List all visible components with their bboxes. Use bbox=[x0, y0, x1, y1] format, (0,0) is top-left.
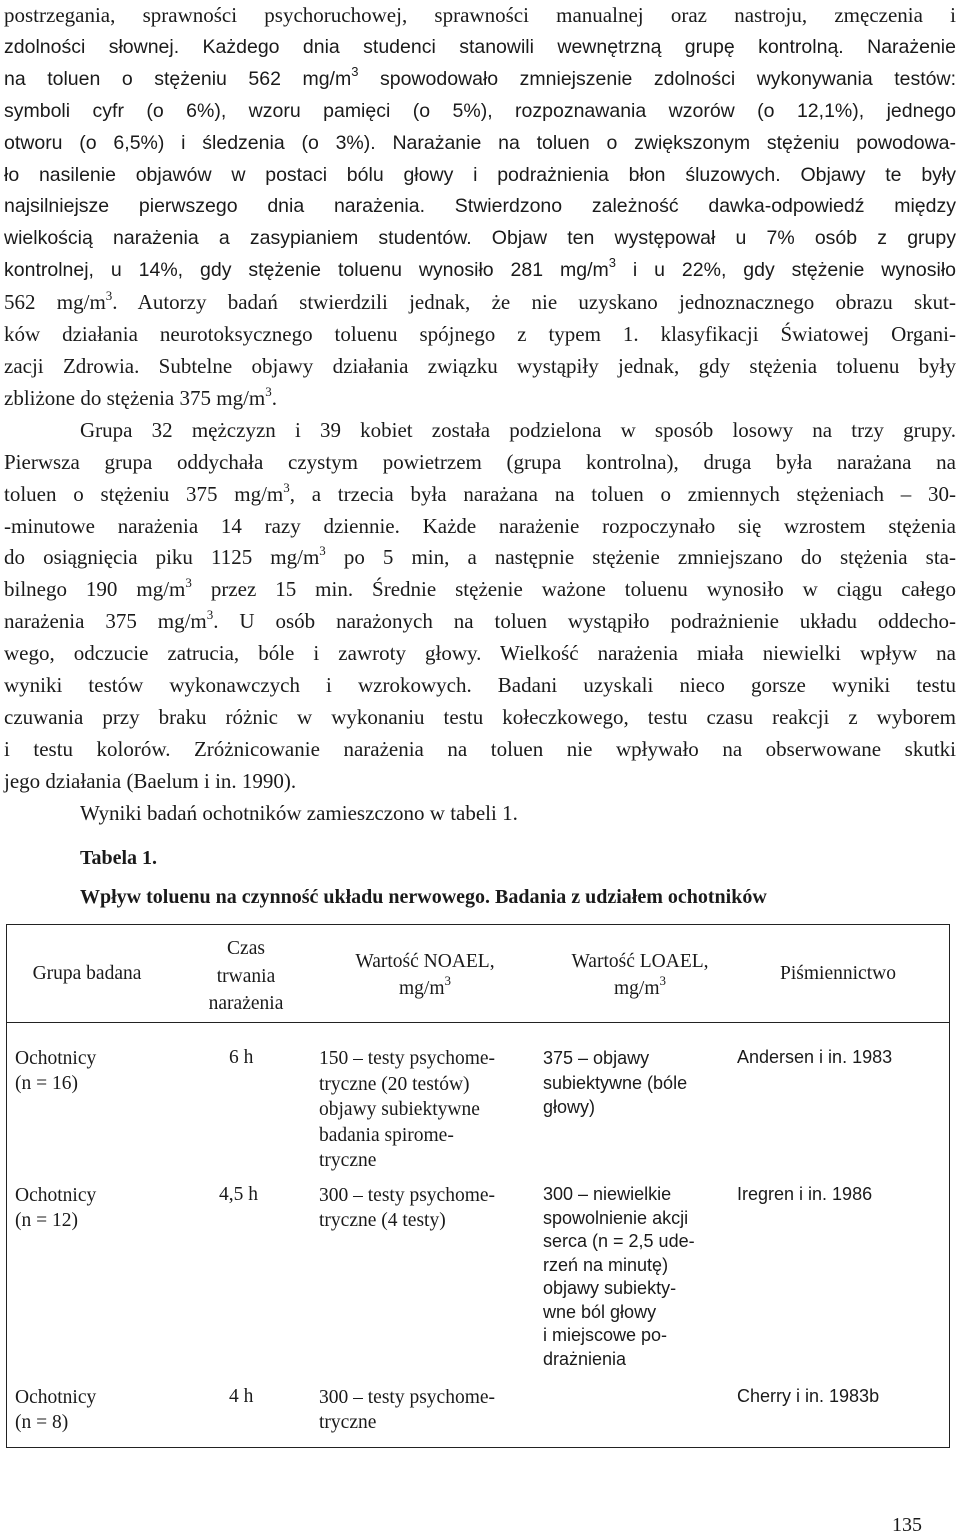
text-line bbox=[4, 223, 956, 255]
text-line-part: czuwania przy braku różnic w wykonaniu testu kołeczkowego, testu czasu reakcji z wyborem bbox=[4, 704, 956, 729]
superscript: 3 bbox=[283, 479, 290, 495]
text-line bbox=[4, 128, 956, 160]
text-line bbox=[4, 32, 956, 64]
header-noael-sup: 3 bbox=[444, 973, 451, 988]
row3-time: 4 h bbox=[229, 1386, 254, 1407]
text-line bbox=[4, 383, 956, 415]
text-line bbox=[4, 542, 956, 574]
header-loael-sup: 3 bbox=[659, 973, 666, 988]
row1-group: Ochotnicy (n = 16) bbox=[15, 1048, 97, 1094]
body-text bbox=[4, 0, 956, 830]
text-line bbox=[4, 798, 956, 830]
text-line bbox=[4, 511, 956, 543]
header-loael bbox=[535, 948, 745, 1002]
text-line bbox=[4, 447, 956, 479]
text-line-part: ło nasilenie objawów w postaci bólu głowy i podrażnienia błon śluzowych. Objawy te były bbox=[4, 163, 956, 186]
row2-loael: 300 – niewielkie spowolnienie akcji serca (n = 2,5 ude- rzeń na minutę) objawy subiekty- wne ból głowy i miejscowe po- drażnienia bbox=[543, 1184, 695, 1369]
text-line-part: zdolności słownej. Każdego dnia studenci stanowili wewnętrzną grupę kontrolną. Narażenie bbox=[4, 35, 956, 58]
text-line bbox=[4, 255, 956, 287]
row2-time: 4,5 h bbox=[219, 1184, 258, 1205]
superscript: 3 bbox=[206, 607, 214, 623]
text-line-part: narażenia 375 mg/m bbox=[4, 609, 207, 634]
text-line bbox=[4, 670, 956, 702]
text-line bbox=[4, 96, 956, 128]
text-line bbox=[4, 734, 956, 766]
text-line-part: przez 15 min. Średnie stężenie ważone toluenu wynosiło w ciągu całego bbox=[191, 577, 956, 602]
row2-group: Ochotnicy (n = 12) bbox=[15, 1185, 97, 1231]
text-line-part: . bbox=[271, 385, 278, 410]
text-line-part: jego działania (Baelum i in. 1990). bbox=[4, 768, 297, 793]
header-loael-text: Wartość LOAEL, mg/m bbox=[571, 951, 709, 999]
text-line-part: -minutowe narażenia 14 razy dziennie. Każde narażenie rozpoczynało się wzrostem stężenia bbox=[4, 513, 956, 538]
header-time: Czas trwania narażenia bbox=[208, 938, 284, 1014]
text-line bbox=[4, 64, 956, 96]
text-line-part: Pierwsza grupa oddychała czystym powietrzem (grupa kontrolna), druga była narażana na bbox=[4, 449, 956, 474]
text-line-part: i testu kolorów. Zróżnicowanie narażenia na toluen nie wpływało na obserwowane skutki bbox=[4, 736, 956, 761]
text-line-part: wielkością narażenia a zasypianiem studentów. Objaw ten występował u 7% osób z grupy bbox=[4, 227, 956, 250]
text-line bbox=[4, 287, 956, 319]
text-line-part: do osiągnięcia piku 1125 mg/m bbox=[4, 545, 320, 570]
text-line bbox=[4, 479, 956, 511]
text-line bbox=[4, 702, 956, 734]
text-line-part: 562 mg/m bbox=[4, 290, 106, 315]
table-number: Tabela 1. bbox=[80, 847, 158, 869]
text-line-part: toluen o stężeniu 375 mg/m bbox=[4, 481, 284, 506]
superscript: 3 bbox=[351, 63, 359, 79]
text-line-part: . Autorzy badań stwierdzili jednak, że nie uzyskano jednoznacznego obrazu skut- bbox=[112, 290, 956, 315]
text-line-part: spowodowało zmniejszenie zdolności wykonywania testów: bbox=[358, 67, 956, 90]
text-line bbox=[4, 191, 956, 223]
table-title: Wpływ toluenu na czynność układu nerwowego. Badania z udziałem ochotników bbox=[80, 886, 767, 908]
results-table bbox=[6, 924, 950, 1448]
text-line-part: ków działania neurotoksycznego toluenu spójnego z typem 1. klasyfikacji Światowej Organi- bbox=[4, 322, 956, 347]
superscript: 3 bbox=[265, 383, 272, 399]
text-line-part: najsilniejsze pierwszego dnia narażenia. Stwierdzono zależność dawka-odpowiedź między bbox=[4, 195, 956, 218]
superscript: 3 bbox=[105, 288, 113, 304]
text-line-part: . U osób narażonych na toluen wystąpiło podrażnienie układu oddecho- bbox=[213, 609, 957, 634]
row3-ref: Cherry i in. 1983b bbox=[737, 1386, 880, 1406]
row2-noael: 300 – testy psychome- tryczne (4 testy) bbox=[319, 1185, 496, 1231]
text-line-part: zbliżone do stężenia 375 mg/m bbox=[4, 385, 266, 410]
text-line bbox=[4, 606, 956, 638]
row1-noael: 150 – testy psychome- tryczne (20 testów) objawy subiektywne badania spirome- tryczne bbox=[319, 1048, 496, 1171]
text-line bbox=[4, 766, 956, 798]
text-line-part: bilnego 190 mg/m bbox=[4, 577, 186, 602]
text-line-part: Wyniki badań ochotników zamieszczono w tabeli 1. bbox=[80, 800, 518, 825]
text-line bbox=[4, 160, 956, 192]
text-line-part: kontrolnej, u 14%, gdy stężenie toluenu wynosiło 281 mg/m bbox=[4, 259, 609, 282]
text-line-part: wego, odczucie zatrucia, bóle i zawroty głowy. Wielkość narażenia miała niewielki wpływ na bbox=[4, 641, 956, 666]
header-group: Grupa badana bbox=[32, 963, 142, 984]
text-line bbox=[4, 319, 956, 351]
row1-time: 6 h bbox=[229, 1047, 254, 1068]
text-line-part: zacji Zdrowia. Subtelne objawy działania związku wystąpiły jednak, gdy stężenia toluenu były bbox=[4, 353, 956, 378]
text-line-part: wyniki testów wykonawczych i wzrokowych. Badani uzyskali nieco gorsze wyniki testu bbox=[4, 673, 956, 698]
row2-ref: Iregren i in. 1986 bbox=[737, 1184, 873, 1204]
text-line bbox=[4, 351, 956, 383]
superscript: 3 bbox=[608, 255, 616, 271]
text-line-part: otworu (o 6,5%) i śledzenia (o 3%). Narażanie na toluen o zwiększonym stężeniu powodowa- bbox=[4, 131, 956, 154]
text-line-part: po 5 min, a następnie stężenie zmniejszano do stężenia sta- bbox=[325, 545, 956, 570]
header-ref: Piśmiennictwo bbox=[780, 963, 896, 984]
header-noael-text: Wartość NOAEL, mg/m bbox=[355, 951, 495, 999]
text-line-part: postrzegania, sprawności psychoruchowej, sprawności manualnej oraz nastroju, zmęczenia i bbox=[4, 3, 956, 27]
superscript: 3 bbox=[319, 543, 326, 559]
text-line-part: na toluen o stężeniu 562 mg/m bbox=[4, 67, 352, 90]
text-line bbox=[4, 0, 956, 32]
header-rule bbox=[7, 1022, 949, 1023]
text-line-part: , a trzecia była narażana na toluen o zmiennych stężeniach – 30- bbox=[289, 481, 956, 506]
row1-loael: 375 – objawy subiektywne (bóle głowy) bbox=[543, 1048, 688, 1117]
text-line bbox=[4, 638, 956, 670]
text-line-part: i u 22%, gdy stężenie wynosiło bbox=[615, 259, 956, 282]
superscript: 3 bbox=[185, 575, 192, 591]
text-line-part: Grupa 32 mężczyzn i 39 kobiet została podzielona w sposób losowy na trzy grupy. bbox=[80, 417, 956, 442]
row1-ref: Andersen i in. 1983 bbox=[737, 1047, 893, 1067]
row3-noael: 300 – testy psychome- tryczne bbox=[319, 1387, 496, 1433]
text-line bbox=[4, 574, 956, 606]
header-noael bbox=[323, 948, 527, 1002]
text-line bbox=[4, 415, 956, 447]
page-number: 135 bbox=[892, 1514, 922, 1536]
text-line-part: symboli cyfr (o 6%), wzoru pamięci (o 5%), rozpoznawania wzorów (o 12,1%), jednego bbox=[4, 99, 956, 122]
row3-group: Ochotnicy (n = 8) bbox=[15, 1387, 97, 1433]
